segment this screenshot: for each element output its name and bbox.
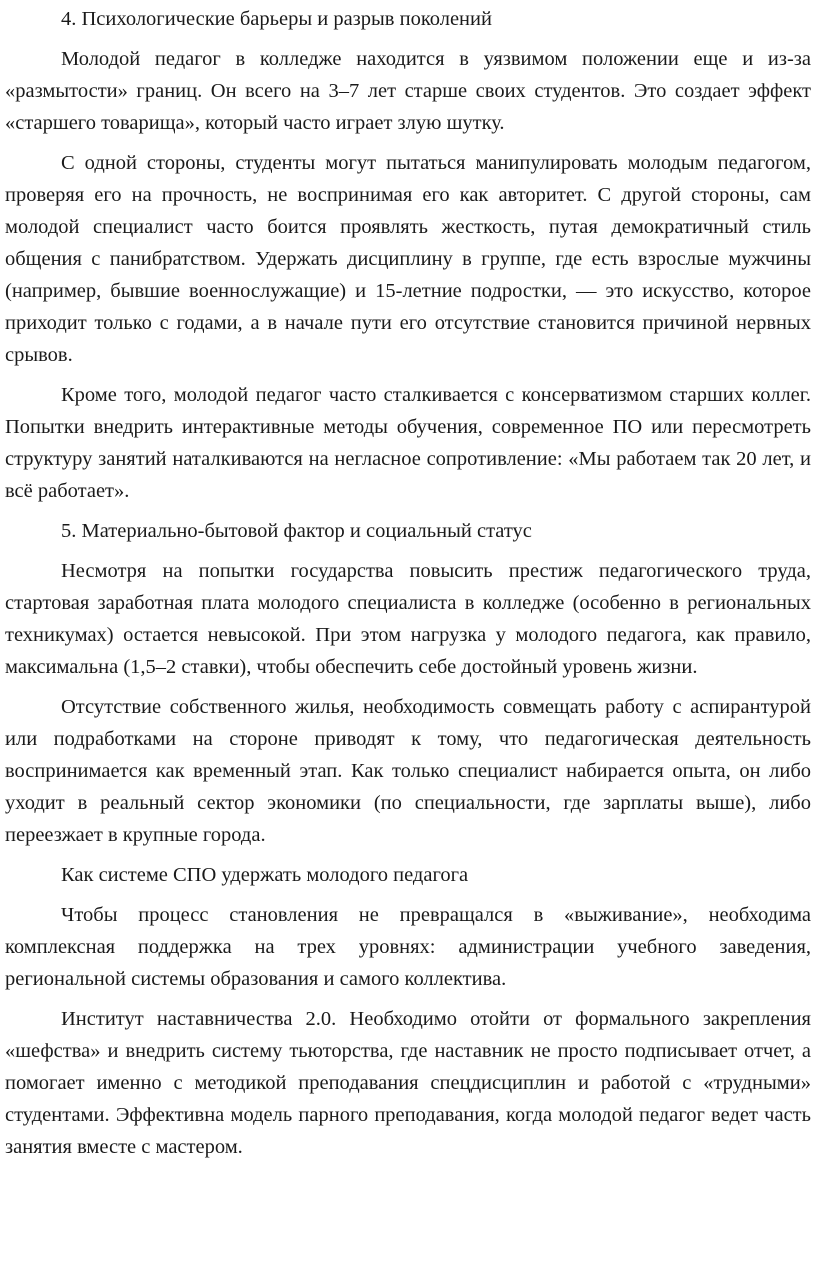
paragraph: С одной стороны, студенты могут пытаться манипулировать молодым педагогом, проверяя его на прочность, не воспринимая его как авторитет. С другой стороны, сам молодой специалист часто боится проявлять жесткость, путая демократичный стиль общения с панибратством. Удержать дисциплину в группе, где есть взрослые мужчины (например, бывшие военнослужащие) и 15-летние подростки, — это искусство, которое приходит только с годами, а в начале пути его отсутствие становится причиной нервных срывов. — [5, 152, 811, 366]
paragraph: Кроме того, молодой педагог часто сталкивается с консерватизмом старших коллег. Попытки внедрить интерактивные методы обучения, современное ПО или пересмотреть структуру занятий наталкиваются на негласное сопротивление: «Мы работаем так 20 лет, и всё работает». — [5, 384, 811, 502]
paragraph: Несмотря на попытки государства повысить престиж педагогического труда, стартовая заработная плата молодого специалиста в колледже (особенно в региональных техникумах) остается невысокой. При этом нагрузка у молодого педагога, как правило, максимальна (1,5–2 ставки), чтобы обеспечить себе достойный уровень жизни. — [5, 560, 811, 678]
paragraph: Чтобы процесс становления не превращался в «выживание», необходима комплексная поддержка на трех уровнях: администрации учебного заведения, региональной системы образования и самого коллектива. — [5, 904, 811, 990]
paragraph: Институт наставничества 2.0. Необходимо отойти от формального закрепления «шефства» и внедрить систему тьюторства, где наставник не просто подписывает отчет, а помогает именно с методикой преподавания спецдисциплин и работой с «трудными» студентами. Эффективна модель парного преподавания, когда молодой педагог ведет часть занятия вместе с мастером. — [5, 1008, 811, 1158]
section-heading-4: 4. Психологические барьеры и разрыв поколений — [61, 8, 492, 30]
paragraph: Молодой педагог в колледже находится в уязвимом положении еще и из-за «размытости» границ. Он всего на 3–7 лет старше своих студентов. Это создает эффект «старшего товарища», который часто играет злую шутку. — [5, 48, 811, 134]
paragraph: Отсутствие собственного жилья, необходимость совмещать работу с аспирантурой или подработками на стороне приводят к тому, что педагогическая деятельность воспринимается как временный этап. Как только специалист набирается опыта, он либо уходит в реальный сектор экономики (по специальности, где зарплаты выше), либо переезжает в крупные города. — [5, 696, 811, 846]
section-heading-5: 5. Материально-бытовой фактор и социальный статус — [61, 520, 532, 542]
section-heading-retention: Как системе СПО удержать молодого педагога — [61, 864, 469, 886]
